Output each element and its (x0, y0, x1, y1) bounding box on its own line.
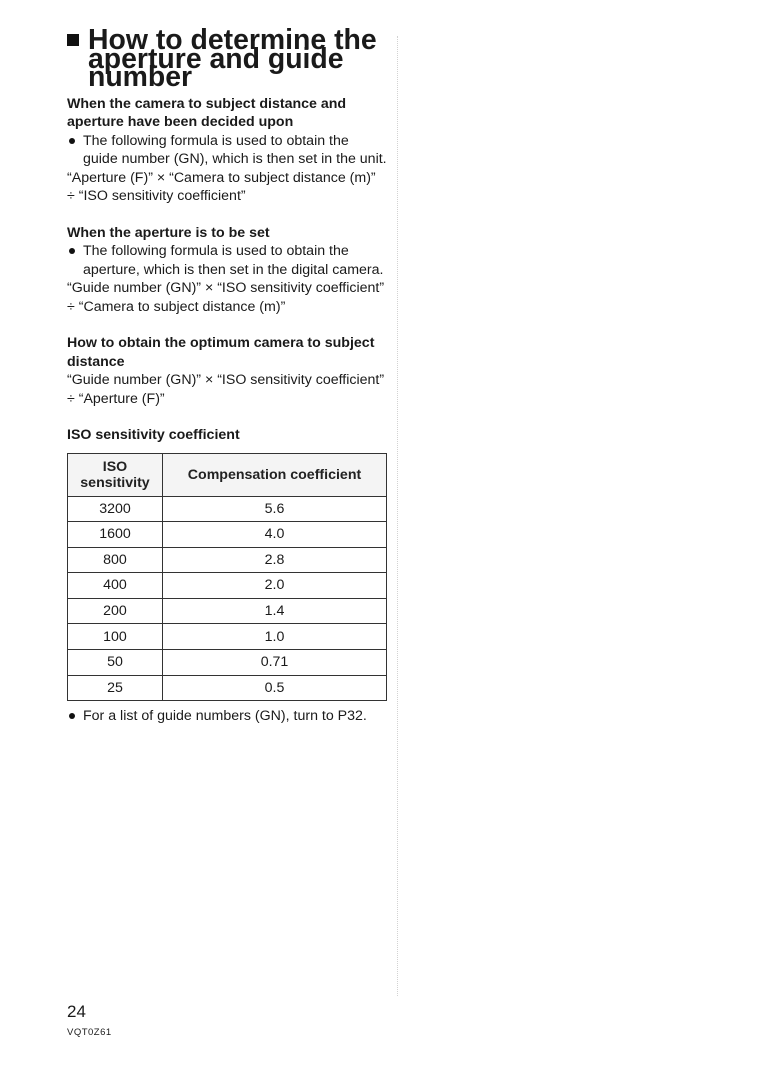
coefficient-value-cell: 5.6 (163, 496, 387, 522)
column-divider (397, 36, 398, 996)
iso-value-cell: 1600 (68, 522, 163, 548)
table-row (68, 598, 387, 624)
section1-bullet (67, 132, 387, 169)
section1-formula: “Aperture (F)” × “Camera to subject distance (m)” ÷ “ISO sensitivity coefficient” (67, 169, 376, 204)
table-row (68, 650, 387, 676)
table-title: ISO sensitivity coefficient (67, 427, 240, 443)
square-bullet-icon (67, 34, 79, 46)
bullet-dot-icon (69, 138, 75, 144)
coefficient-value-cell: 1.4 (163, 598, 387, 624)
section2-bullet-text: The following formula is used to obtain the aperture, which is then set in the digital camera. (83, 243, 384, 278)
section2-formula: “Guide number (GN)” × “ISO sensitivity coefficient” ÷ “Camera to subject distance (m)” (67, 280, 385, 315)
iso-value-cell: 200 (68, 598, 163, 624)
iso-value-cell: 400 (68, 573, 163, 599)
table-row (68, 624, 387, 650)
table-row (68, 547, 387, 573)
iso-coefficient-table (67, 453, 387, 702)
section-distance-and-aperture-decided (67, 95, 387, 206)
section1-title: When the camera to subject distance and aperture have been decided upon (67, 95, 347, 130)
section3-title: How to obtain the optimum camera to subject distance (67, 335, 375, 370)
coefficient-value-cell: 0.5 (163, 675, 387, 701)
coefficient-value-cell: 2.0 (163, 573, 387, 599)
bullet-dot-icon (69, 713, 75, 719)
coefficient-value-cell: 1.0 (163, 624, 387, 650)
section-aperture-to-be-set (67, 224, 387, 317)
table-row (68, 675, 387, 701)
page-content (67, 24, 387, 726)
coefficient-value-cell: 4.0 (163, 522, 387, 548)
iso-value-cell: 100 (68, 624, 163, 650)
section3-formula: “Guide number (GN)” × “ISO sensitivity coefficient” ÷ “Aperture (F)” (67, 372, 385, 407)
coefficient-value-cell: 0.71 (163, 650, 387, 676)
page-number: 24 (67, 1002, 86, 1021)
coefficient-value-cell: 2.8 (163, 547, 387, 573)
section2-title: When the aperture is to be set (67, 224, 270, 241)
table-row (68, 522, 387, 548)
main-heading-text: How to determine the aperture and guide number (88, 24, 377, 93)
footnote-text: For a list of guide numbers (GN), turn to P32. (83, 708, 367, 725)
section-optimum-distance (67, 334, 387, 408)
section1-bullet-text: The following formula is used to obtain the guide number (GN), which is then set in the unit. (83, 132, 387, 167)
iso-value-cell: 800 (68, 547, 163, 573)
header-compensation-coefficient: Compensation coefficient (163, 453, 387, 496)
iso-value-cell: 3200 (68, 496, 163, 522)
footnote (67, 707, 387, 726)
table-header-row (68, 453, 387, 496)
table-row (68, 573, 387, 599)
header-iso-sensitivity: ISO sensitivity (68, 453, 163, 496)
table-row (68, 496, 387, 522)
bullet-dot-icon (69, 248, 75, 254)
document-code: VQT0Z61 (67, 1027, 112, 1038)
section2-bullet (67, 242, 387, 279)
iso-value-cell: 25 (68, 675, 163, 701)
iso-value-cell: 50 (68, 650, 163, 676)
main-heading (67, 24, 387, 93)
